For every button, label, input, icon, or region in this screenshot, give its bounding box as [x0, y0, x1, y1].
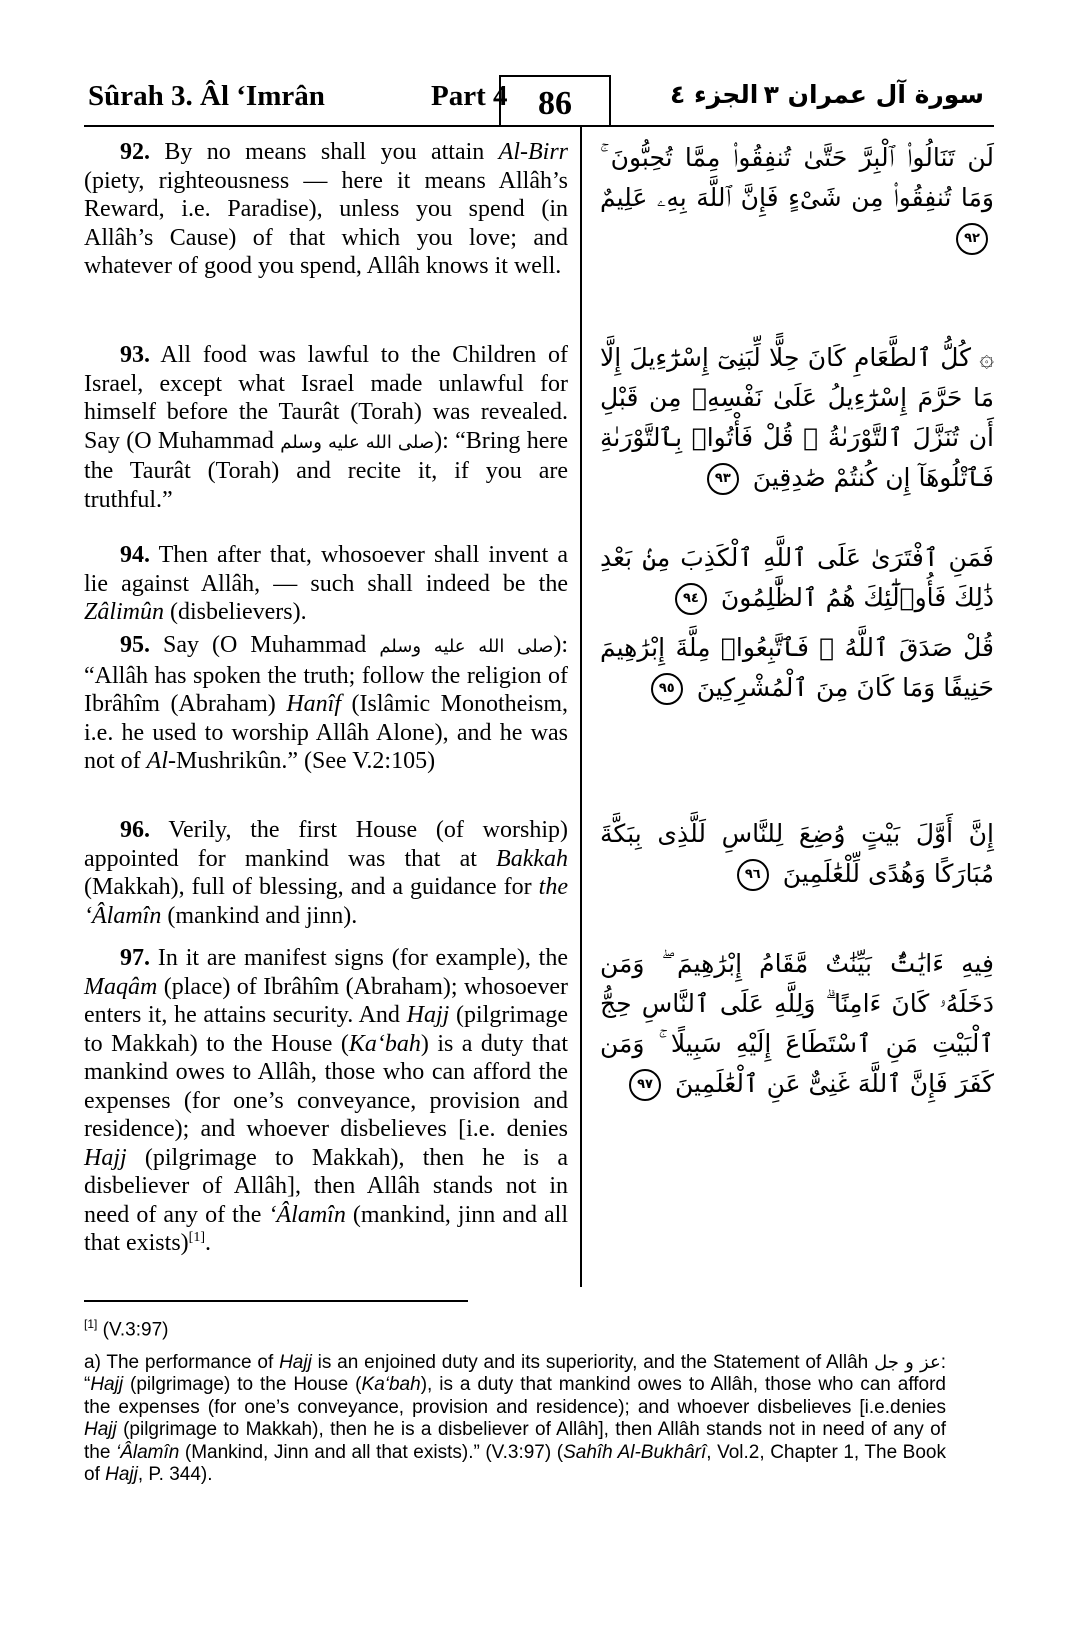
verse-97-translation: 97. In it are manifest signs (for example), the Maqâm (place) of Ibrâhîm (Abraham); whosoever enters it, he attains security. And Hajj (pilgrimage to Makkah) to the House (Ka‘bah) is a duty that mankind owes to Allâh, those who can afford the expenses (for one’s conveyance, provision and residence); and whoever disbelieves [i.e. denies Hajj (pilgrimage to Makkah), then he is a disbeliever of Allâh], then Allâh stands not in need of any of the ‘Âlamîn (mankind, jinn and all that exists)[1]. [84, 945, 568, 1256]
page-number: 86 [499, 75, 611, 127]
footnote-reference: [1] (V.3:97) [84, 1317, 169, 1341]
ayah-end-marker: ٩٣ [707, 463, 739, 495]
verse-92-translation: 92. By no means shall you attain Al-Birr (piety, righteousness — here it means Allâh’s Reward, i.e. Paradise), unless you spend (in Allâh’s Cause) of that which you love; and whatever of good you spend, Allâh knows it well. [84, 139, 568, 279]
ayah-end-marker: ٩٦ [737, 859, 769, 891]
verse-92-arabic: لَن تَنَالُوا۟ ٱلْبِرَّ حَتَّىٰ تُنفِقُوا۟ مِمَّا تُحِبُّونَ ۚ وَمَا تُنفِقُوا۟ مِن شَىْءٍ فَإِنَّ ٱللَّهَ بِهِۦ عَلِيمٌ ٩٢ [600, 138, 994, 258]
glorification-arabic: عز و جل [874, 1351, 941, 1373]
surah-title-english: Sûrah 3. Âl ‘Imrân [88, 80, 325, 112]
verse-97-arabic: فِيهِ ءَايَٰتٌۢ بَيِّنَٰتٌ مَّقَامُ إِبْرَٰهِيمَ ۖ وَمَن دَخَلَهُۥ كَانَ ءَامِنًا ۗ وَلِلَّهِ عَلَى ٱلنَّاسِ حِجُّ ٱلْبَيْتِ مَنِ ٱسْتَطَاعَ إِلَيْهِ سَبِيلًا ۚ وَمَن كَفَرَ فَإِنَّ ٱللَّهَ غَنِىٌّ عَنِ ٱلْعَٰلَمِينَ ٩٧ [600, 944, 994, 1104]
verse-93-arabic: ۞ كُلُّ ٱلطَّعَامِ كَانَ حِلًّا لِّبَنِىٓ إِسْرَٰٓءِيلَ إِلَّا مَا حَرَّمَ إِسْرَٰٓءِيلُ عَلَىٰ نَفْسِهِۦ مِن قَبْلِ أَن تُنَزَّلَ ٱلتَّوْرَىٰةُ ۗ قُلْ فَأْتُوا۟ بِٱلتَّوْرَىٰةِ فَٱتْلُوهَآ إِن كُنتُمْ صَٰدِقِينَ ٩٣ [600, 338, 994, 498]
verse-number: 92. [120, 139, 150, 165]
verse-95-arabic: قُلْ صَدَقَ ٱللَّهُ ۗ فَٱتَّبِعُوا۟ مِلَّةَ إِبْرَٰهِيمَ حَنِيفًا وَمَا كَانَ مِنَ ٱلْمُشْرِكِينَ ٩٥ [600, 628, 994, 708]
ayah-end-marker: ٩٧ [629, 1069, 661, 1101]
verse-95-translation: 95. Say (O Muhammad صلى الله عليه وسلم): “Allâh has spoken the truth; follow the religion of Ibrâhîm (Abraham) Hanîf (Islâmic Monotheism, i.e. he used to worship Allâh Alone), and he was not of Al-Mushrikûn.” (See V.2:105) [84, 632, 569, 774]
part-label: Part 4 [431, 80, 508, 112]
verse-94-translation: 94. Then after that, whosoever shall invent a lie against Allâh, — such shall indeed be the Zâlimûn (disbelievers). [84, 542, 568, 625]
column-divider [580, 127, 582, 1287]
surah-title-arabic: سورة آل عمران ٣ [763, 80, 984, 109]
verse-96-translation: 96. Verily, the first House (of worship) appointed for mankind was that at Bakkah (Makkah), full of blessing, and a guidance for the ‘Âlamîn (mankind and jinn). [84, 817, 568, 929]
verse-number: 96. [120, 817, 150, 843]
ayah-end-marker: ٩٤ [675, 583, 707, 615]
page-header [84, 76, 994, 126]
footnote-rule [84, 1300, 468, 1302]
verse-number: 95. [120, 632, 150, 658]
verse-number: 94. [120, 542, 150, 568]
footnote-text: a) The performance of Hajj is an enjoined duty and its superiority, and the Statement of Allâh عز و جل: “Hajj (pilgrimage) to the House (Ka‘bah), is a duty that mankind owes to Allâh, those who can afford the expenses (for one’s conveyance, provision and residence); and whoever disbelieves [i.e.denies Hajj (pilgrimage to Makkah), then he is a disbeliever of Allâh], then Allâh stands not in need of any of the ‘Âlamîn (Mankind, Jinn and all that exists).” (V.3:97) (Sahîh Al-Bukhârî, Vol.2, Chapter 1, The Book of Hajj, P. 344). [84, 1351, 946, 1486]
footnote-marker[interactable]: [1] [188, 1230, 205, 1245]
salutation-arabic: صلى الله عليه وسلم [379, 636, 554, 657]
verse-96-arabic: إِنَّ أَوَّلَ بَيْتٍ وُضِعَ لِلنَّاسِ لَلَّذِى بِبَكَّةَ مُبَارَكًا وَهُدًى لِّلْعَٰلَمِينَ ٩٦ [600, 814, 994, 894]
salutation-arabic: صلى الله عليه وسلم [280, 431, 435, 453]
juz-label-arabic: الجزء ٤ [670, 80, 759, 109]
header-rule [84, 125, 994, 127]
verse-94-arabic: فَمَنِ ٱفْتَرَىٰ عَلَى ٱللَّهِ ٱلْكَذِبَ مِنۢ بَعْدِ ذَٰلِكَ فَأُو۟لَٰٓئِكَ هُمُ ٱلظَّٰلِمُونَ ٩٤ [600, 538, 994, 618]
verse-number: 93. [120, 342, 150, 368]
footnote [84, 1313, 946, 1487]
ayah-end-marker: ٩٢ [956, 223, 988, 255]
verse-number: 97. [120, 945, 150, 971]
verse-93-translation: 93. All food was lawful to the Children of Israel, except what Israel made unlawful for himself before the Taurât (Torah) was revealed. Say (O Muhammad صلى الله عليه وسلم): “Bring here the Taurât (Torah) and recite it, if you are truthful.” [84, 342, 569, 513]
ayah-end-marker: ٩٥ [651, 673, 683, 705]
